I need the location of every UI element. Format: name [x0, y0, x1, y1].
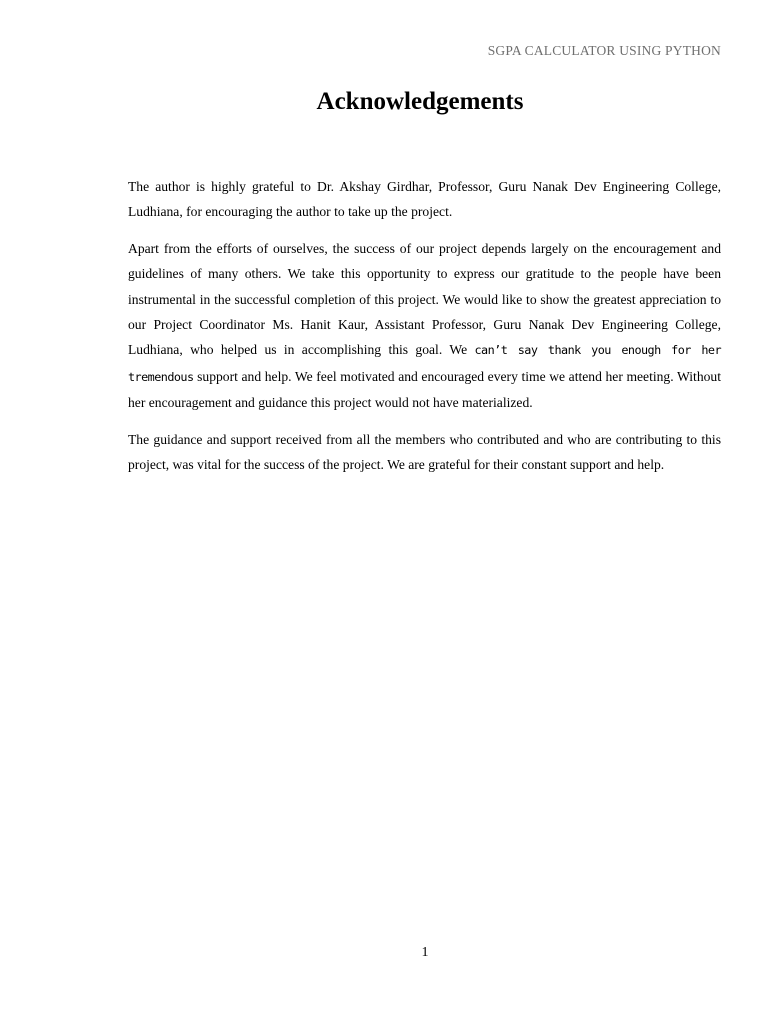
paragraph-2	[128, 236, 721, 415]
paragraph-2-text-before: Apart from the efforts of ourselves, the success of our project depends largely on the encouragement and guidelines of many others. We take this opportunity to express our gratitude to the people have been instrumental in the successful completion of this project. We would like to show the greatest appreciation to our Project Coordinator Ms. Hanit Kaur, Assistant Professor, Guru Nanak Dev Engineering College, Ludhiana, who helped us in accomplishing this goal. We	[128, 241, 721, 358]
paragraph-1: The author is highly grateful to Dr. Akshay Girdhar, Professor, Guru Nanak Dev Engineering College, Ludhiana, for encouraging the author to take up the project.	[128, 179, 721, 220]
paragraph-2-text-after: support and help. We feel motivated and encouraged every time we attend her meeting. Without her encouragement and guidance this project would not have materialized.	[128, 368, 721, 410]
page-title: Acknowledgements	[316, 88, 524, 115]
page-number: 1	[421, 945, 429, 960]
acknowledgement-body	[128, 174, 721, 489]
running-header: SGPA CALCULATOR USING PYTHON	[487, 43, 721, 58]
paragraph-3: The guidance and support received from all the members who contributed and who are contributing to this project, was vital for the success of the project. We are grateful for their constant support and help.	[128, 431, 721, 472]
paragraph-2-mono-text: can’t say thank you enough for her tremendous	[128, 343, 721, 384]
